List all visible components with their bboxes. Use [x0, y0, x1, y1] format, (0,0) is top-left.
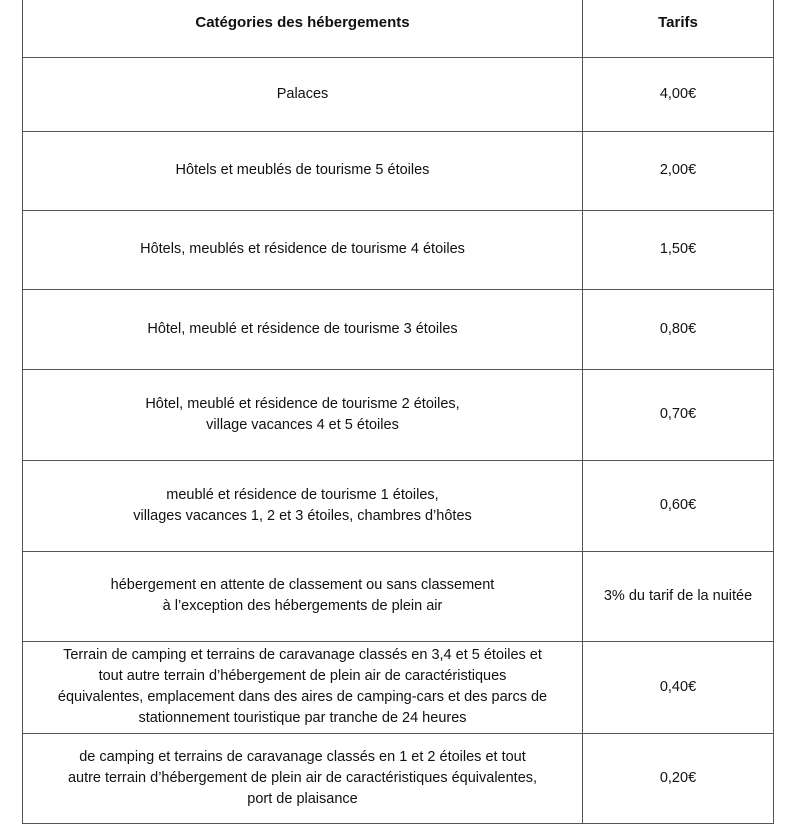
- tarif-cell: [583, 369, 774, 460]
- table-row: [23, 551, 774, 641]
- table-row: [23, 289, 774, 369]
- category-cell: [23, 131, 583, 210]
- category-text: Terrain de camping et terrains de caravanage classés en 3,4 et 5 étoiles et tout autre terrain d’hébergement de plein air de caractéristiques équivalentes, emplacement dans des aires de camping-cars et des parcs de stationnement touristique par tranche de 24 heures: [57, 647, 548, 726]
- tarif-cell: [583, 460, 774, 551]
- category-cell: [23, 289, 583, 369]
- category-text: meublé et résidence de tourisme 1 étoiles, villages vacances 1, 2 et 3 étoiles, chambres d’hôtes: [133, 486, 472, 524]
- category-cell: [23, 460, 583, 551]
- tarif-text: 0,60€: [659, 497, 697, 513]
- tarif-text: 0,40€: [659, 678, 697, 695]
- tarif-text: 0,20€: [659, 769, 697, 786]
- category-text: Hôtels, meublés et résidence de tourisme 4 étoiles: [140, 241, 465, 257]
- category-cell: [23, 733, 583, 823]
- category-cell: [23, 57, 583, 131]
- tarif-text: 1,50€: [659, 241, 697, 257]
- category-text: Palaces: [276, 85, 329, 102]
- category-cell: [23, 210, 583, 289]
- tarif-cell: [583, 210, 774, 289]
- tarif-cell: [583, 57, 774, 131]
- tarif-text: 3% du tarif de la nuitée: [603, 587, 753, 604]
- tarif-cell: [583, 131, 774, 210]
- tarif-text: 2,00€: [659, 162, 697, 178]
- header-tarif: Tarifs: [583, 0, 774, 57]
- tarif-cell: [583, 733, 774, 823]
- category-text: hébergement en attente de classement ou sans classement à l’exception des hébergements de plein air: [110, 577, 495, 614]
- table-row: [23, 131, 774, 210]
- tarif-cell: [583, 289, 774, 369]
- category-text: de camping et terrains de caravanage classés en 1 et 2 étoiles et tout autre terrain d’hébergement de plein air de caractéristiques équivalentes, port de plaisance: [67, 748, 538, 807]
- category-cell: [23, 551, 583, 641]
- table-header-row: [23, 0, 774, 57]
- tarif-text: 0,70€: [659, 406, 697, 422]
- table-row: [23, 733, 774, 823]
- table-row: [23, 57, 774, 131]
- tarifs-table: [22, 0, 774, 824]
- table-row: [23, 369, 774, 460]
- category-text: Hôtel, meublé et résidence de tourisme 2 étoiles, village vacances 4 et 5 étoiles: [145, 395, 460, 433]
- category-text: Hôtels et meublés de tourisme 5 étoiles: [175, 162, 430, 178]
- tarif-text: 4,00€: [659, 85, 697, 102]
- category-text: Hôtel, meublé et résidence de tourisme 3 étoiles: [147, 320, 458, 337]
- table-row: [23, 210, 774, 289]
- category-cell: [23, 369, 583, 460]
- tarif-cell: [583, 641, 774, 733]
- tarif-text: 0,80€: [659, 320, 697, 337]
- table-row: [23, 460, 774, 551]
- table-row: [23, 641, 774, 733]
- header-category: Catégories des hébergements: [23, 0, 583, 57]
- category-cell: [23, 641, 583, 733]
- tarif-cell: [583, 551, 774, 641]
